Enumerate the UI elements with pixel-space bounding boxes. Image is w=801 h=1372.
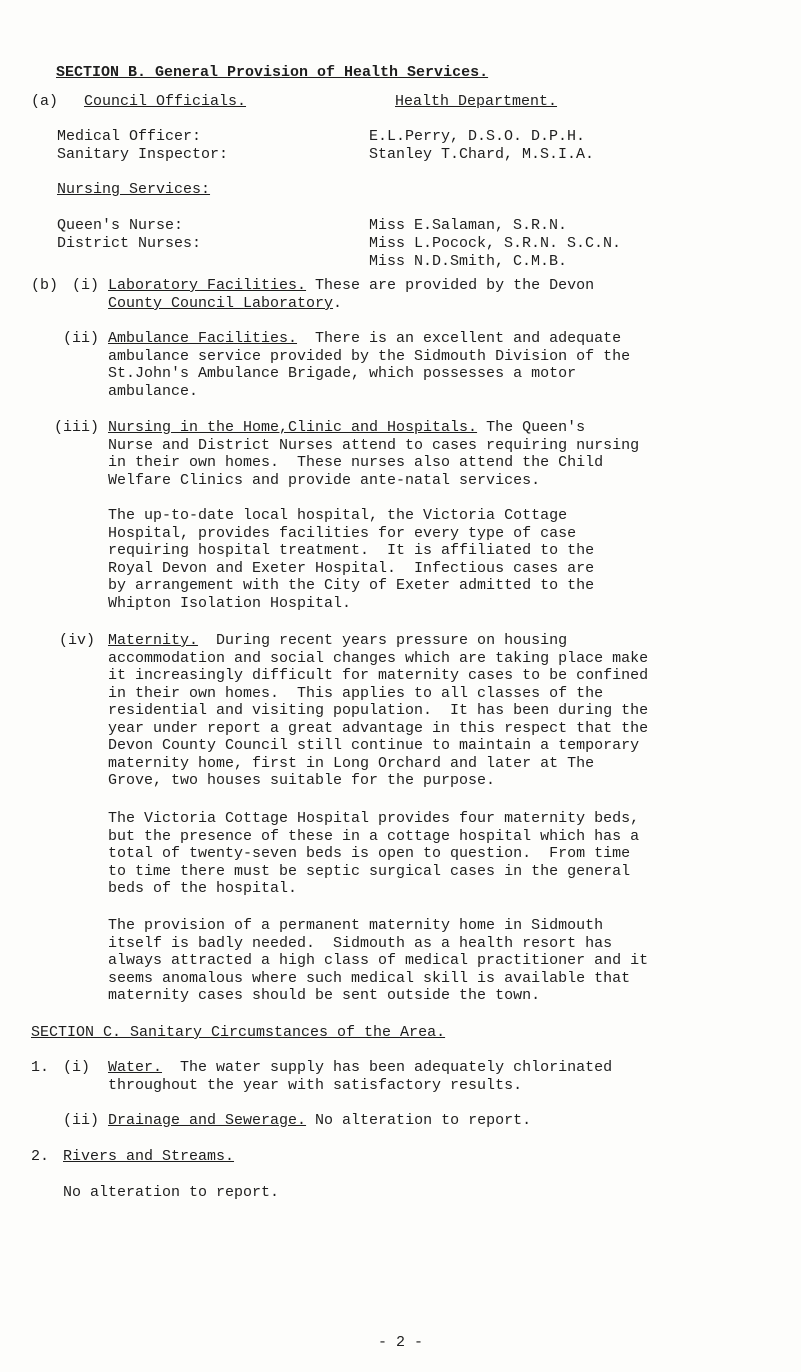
rivers-title: Rivers and Streams. bbox=[63, 1148, 235, 1165]
council-officials-title: Council Officials. bbox=[84, 93, 247, 110]
queens-nurse-role: Queen's Nurse: bbox=[57, 217, 184, 234]
drainage-label: (ii) bbox=[63, 1112, 100, 1129]
water-text: The water supply has been adequately chlorinated throughout the year with satisfactory results. bbox=[108, 1059, 613, 1094]
sanitary-inspector-role: Sanitary Inspector: bbox=[57, 146, 229, 163]
hospital-paragraph: The up-to-date local hospital, the Victoria Cottage Hospital, provides facilities for every type of case requiring hospital treatment. It is affiliated to the Royal Devon and Exeter Hospital. Infectious cases are by arrangement with the City of Exeter admitted to the Whipton Isolation Hospital. bbox=[108, 507, 595, 612]
laboratory-paragraph bbox=[108, 277, 594, 295]
nursing-home-title: Nursing in the Home,Clinic and Hospitals. bbox=[108, 419, 478, 436]
health-department-title: Health Department. bbox=[395, 93, 558, 110]
medical-officer-name: E.L.Perry, D.S.O. D.P.H. bbox=[369, 128, 586, 145]
nursing-paragraph bbox=[108, 419, 639, 489]
item-iv-label: (iv) bbox=[59, 632, 96, 649]
item-2-label: 2. bbox=[31, 1148, 50, 1165]
drainage-text: No alteration to report. bbox=[306, 1112, 532, 1129]
item-ii-label: (ii) bbox=[63, 330, 100, 347]
page-number: - 2 - bbox=[378, 1334, 424, 1351]
drainage-title: Drainage and Sewerage. bbox=[108, 1112, 307, 1129]
nursing-home-text: The Queen's Nurse and District Nurses attend to cases requiring nursing in their own homes. These nurses also attend the Child Welfare Clinics and provide ante-natal services. bbox=[108, 419, 640, 489]
rivers-text: No alteration to report. bbox=[63, 1184, 280, 1201]
maternity-beds-paragraph: The Victoria Cottage Hospital provides four maternity beds, but the presence of these in a cottage hospital which has a total of twenty-seven beds is open to question. From time to time there must be septic surgical cases in the general beds of the hospital. bbox=[108, 810, 640, 897]
ambulance-text: There is an excellent and adequate ambulance service provided by the Sidmouth Division of the St.John's Ambulance Brigade, which possesses a motor ambulance. bbox=[108, 330, 631, 400]
ambulance-title: Ambulance Facilities. bbox=[108, 330, 298, 347]
section-b-heading: SECTION B. General Provision of Health Services. bbox=[56, 64, 489, 81]
water-paragraph bbox=[108, 1059, 612, 1094]
laboratory-paragraph-line2 bbox=[108, 295, 342, 313]
item-b-label: (b) bbox=[31, 277, 59, 294]
laboratory-title: Laboratory Facilities. bbox=[108, 277, 307, 294]
nursing-services-title: Nursing Services: bbox=[57, 181, 211, 198]
maternity-paragraph bbox=[108, 632, 648, 790]
maternity-text: During recent years pressure on housing accommodation and social changes which are taking place make it increasingly difficult for maternity cases to be confined in their own homes. This applies to all classes of the residential and visiting population. It has been during the year under report a great advantage in this respect that the Devon County Council still continue to maintain a temporary maternity home, first in Long Orchard and later at The Grove, two houses suitable for the purpose. bbox=[108, 632, 649, 789]
item-a-label: (a) bbox=[31, 93, 59, 110]
ambulance-paragraph bbox=[108, 330, 630, 400]
water-label: (i) bbox=[63, 1059, 91, 1076]
section-c-heading: SECTION C. Sanitary Circumstances of the Area. bbox=[31, 1024, 446, 1041]
maternity-home-paragraph: The provision of a permanent maternity home in Sidmouth itself is badly needed. Sidmouth as a health resort has always attracted a high class of medical practitioner and it seems anomalous where such medical skill is available that maternity cases should be sent outside the town. bbox=[108, 917, 649, 1004]
water-title: Water. bbox=[108, 1059, 163, 1076]
item-b-i-label: (i) bbox=[72, 277, 100, 294]
medical-officer-role: Medical Officer: bbox=[57, 128, 202, 145]
sanitary-inspector-name: Stanley T.Chard, M.S.I.A. bbox=[369, 146, 595, 163]
laboratory-end: . bbox=[333, 295, 343, 312]
district-nurse-name-2: Miss N.D.Smith, C.M.B. bbox=[369, 253, 568, 270]
laboratory-title-2: County Council Laboratory bbox=[108, 295, 334, 312]
maternity-title: Maternity. bbox=[108, 632, 199, 649]
item-iii-label: (iii) bbox=[54, 419, 100, 436]
district-nurse-name-1: Miss L.Pocock, S.R.N. S.C.N. bbox=[369, 235, 622, 252]
queens-nurse-name: Miss E.Salaman, S.R.N. bbox=[369, 217, 568, 234]
item-1-label: 1. bbox=[31, 1059, 50, 1076]
laboratory-text: These are provided by the Devon bbox=[306, 277, 595, 294]
drainage-paragraph bbox=[108, 1112, 531, 1130]
district-nurses-role: District Nurses: bbox=[57, 235, 202, 252]
